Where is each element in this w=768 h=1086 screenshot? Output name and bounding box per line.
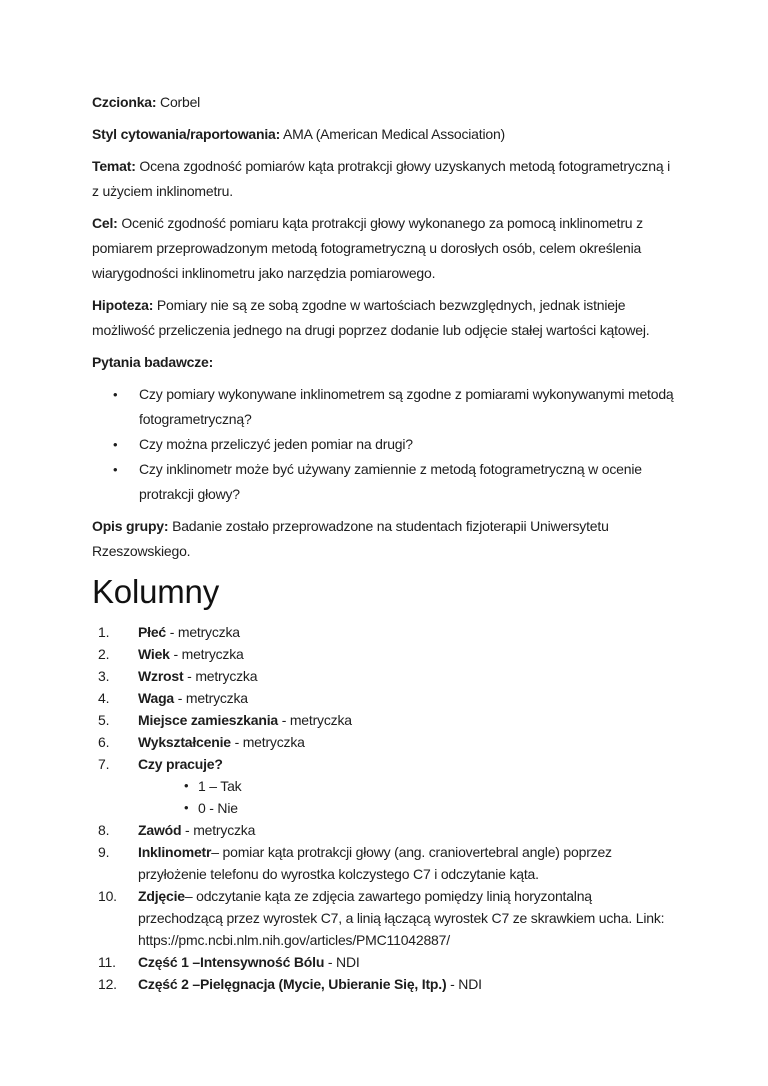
list-item bbox=[92, 731, 676, 753]
paragraph-citation-style bbox=[92, 122, 676, 147]
item-desc: - metryczka bbox=[281, 712, 352, 728]
list-item bbox=[92, 709, 676, 731]
field-label: Cel: bbox=[92, 215, 118, 231]
question-text: Czy można przeliczyć jeden pomiar na drugi? bbox=[139, 436, 413, 452]
item-label: Zdjęcie bbox=[138, 888, 185, 904]
item-desc: - metryczka bbox=[177, 690, 248, 706]
item-label: Inklinometr bbox=[138, 844, 212, 860]
field-text: Ocenić zgodność pomiaru kąta protrakcji głowy wykonanego za pomocą inklinometru z pomiarem przeprowadzonym metodą fotogrametryczną u dorosłych osób, celem określenia wiarygodności inklinometru jako narzędzia pomiarowego. bbox=[92, 215, 643, 281]
item-number: 7. bbox=[98, 756, 110, 772]
item-body bbox=[138, 819, 676, 841]
bullet-icon: • bbox=[184, 800, 189, 815]
question-item bbox=[92, 382, 676, 432]
list-item bbox=[92, 841, 676, 885]
item-label: Wiek bbox=[138, 646, 170, 662]
research-questions-list bbox=[92, 382, 676, 507]
item-number: 5. bbox=[98, 712, 110, 728]
item-body bbox=[138, 973, 676, 995]
item-body bbox=[138, 731, 676, 753]
field-label: Opis grupy: bbox=[92, 518, 169, 534]
item-desc: - metryczka bbox=[173, 646, 244, 662]
item-label: Waga bbox=[138, 690, 175, 706]
item-desc: – pomiar kąta protrakcji głowy (ang. craniovertebral angle) poprzez przyłożenie telefonu do wyrostka kolczystego C7 i odczytanie kąta. bbox=[138, 844, 612, 882]
item-desc: - metryczka bbox=[169, 624, 240, 640]
item-number: 11. bbox=[98, 954, 116, 970]
item-number: 2. bbox=[98, 646, 110, 662]
item-label: Płeć bbox=[138, 624, 166, 640]
item-number: 3. bbox=[98, 668, 110, 684]
item-number: 9. bbox=[98, 844, 110, 860]
item-body bbox=[138, 951, 676, 973]
item-number: 8. bbox=[98, 822, 110, 838]
item-body bbox=[138, 709, 676, 731]
item-body bbox=[138, 753, 676, 775]
list-item bbox=[92, 973, 676, 995]
list-item bbox=[92, 665, 676, 687]
bullet-icon: • bbox=[184, 778, 189, 793]
item-label: Czy pracuje? bbox=[138, 756, 223, 772]
sub-item-text: 0 - Nie bbox=[198, 800, 238, 816]
item-label: Miejsce zamieszkania bbox=[138, 712, 278, 728]
field-text: Ocena zgodność pomiarów kąta protrakcji głowy uzyskanych metodą fotogrametryczną i z użyciem inklinometru. bbox=[92, 158, 671, 199]
item-number: 1. bbox=[98, 624, 110, 640]
item-body bbox=[138, 687, 676, 709]
list-item bbox=[92, 687, 676, 709]
item-label: Część 2 –Pielęgnacja (Mycie, Ubieranie Się, Itp.) bbox=[138, 976, 447, 992]
item-body bbox=[138, 621, 676, 643]
item-label: Zawód bbox=[138, 822, 182, 838]
list-item bbox=[92, 885, 676, 951]
field-text: Badanie zostało przeprowadzone na studentach fizjoterapii Uniwersytetu Rzeszowskiego. bbox=[92, 518, 609, 559]
sub-item-text: 1 – Tak bbox=[198, 778, 242, 794]
item-desc: – odczytanie kąta ze zdjęcia zawartego pomiędzy linią horyzontalną przechodzącą przez wyrostek C7, a linią łączącą wyrostek C7 ze skrawkiem ucha. Link: bbox=[138, 888, 665, 926]
item-desc: - NDI bbox=[450, 976, 482, 992]
paragraph-topic bbox=[92, 154, 676, 204]
field-label: Czcionka: bbox=[92, 94, 157, 110]
question-text: Czy pomiary wykonywane inklinometrem są zgodne z pomiarami wykonywanymi metodą fotogrametryczną? bbox=[139, 386, 674, 427]
paragraph-goal bbox=[92, 211, 676, 286]
bullet-icon: • bbox=[113, 437, 118, 452]
sub-list-item bbox=[92, 775, 676, 797]
article-link[interactable]: https://pmc.ncbi.nlm.nih.gov/articles/PMC11042887/ bbox=[138, 932, 450, 948]
field-label: Styl cytowania/raportowania: bbox=[92, 126, 281, 142]
sub-list-item bbox=[92, 797, 676, 819]
question-item bbox=[92, 457, 676, 507]
item-label: Wykształcenie bbox=[138, 734, 231, 750]
list-item bbox=[92, 753, 676, 775]
field-label: Pytania badawcze: bbox=[92, 354, 214, 370]
field-label: Temat: bbox=[92, 158, 136, 174]
item-body bbox=[138, 665, 676, 687]
paragraph-group-description bbox=[92, 514, 676, 564]
item-number: 10. bbox=[98, 888, 117, 904]
item-number: 6. bbox=[98, 734, 110, 750]
item-desc: - metryczka bbox=[185, 822, 256, 838]
columns-list bbox=[92, 621, 676, 995]
field-text: AMA (American Medical Association) bbox=[283, 126, 505, 142]
list-item bbox=[92, 951, 676, 973]
item-label: Część 1 –Intensywność Bólu bbox=[138, 954, 325, 970]
section-heading: Kolumny bbox=[92, 573, 219, 610]
field-text: Corbel bbox=[160, 94, 201, 110]
paragraph-font bbox=[92, 90, 676, 115]
bullet-icon: • bbox=[113, 387, 118, 402]
item-number: 12. bbox=[98, 976, 117, 992]
bullet-icon: • bbox=[113, 462, 118, 477]
question-text: Czy inklinometr może być używany zamiennie z metodą fotogrametryczną w ocenie protrakcji głowy? bbox=[139, 461, 642, 502]
item-desc: - metryczka bbox=[234, 734, 305, 750]
question-item bbox=[92, 432, 676, 457]
paragraph-hypothesis bbox=[92, 293, 676, 343]
item-body bbox=[138, 841, 676, 885]
research-questions-heading bbox=[92, 350, 676, 375]
item-desc: - metryczka bbox=[187, 668, 258, 684]
item-body bbox=[138, 643, 676, 665]
item-desc: - NDI bbox=[327, 954, 360, 970]
item-label: Wzrost bbox=[138, 668, 184, 684]
list-item bbox=[92, 643, 676, 665]
list-item bbox=[92, 621, 676, 643]
list-item bbox=[92, 819, 676, 841]
item-body bbox=[138, 885, 676, 951]
item-number: 4. bbox=[98, 690, 110, 706]
field-label: Hipoteza: bbox=[92, 297, 154, 313]
field-text: Pomiary nie są ze sobą zgodne w wartościach bezwzględnych, jednak istnieje możliwość przeliczenia jednego na drugi poprzez dodanie lub odjęcie stałej wartości kątowej. bbox=[92, 297, 650, 338]
